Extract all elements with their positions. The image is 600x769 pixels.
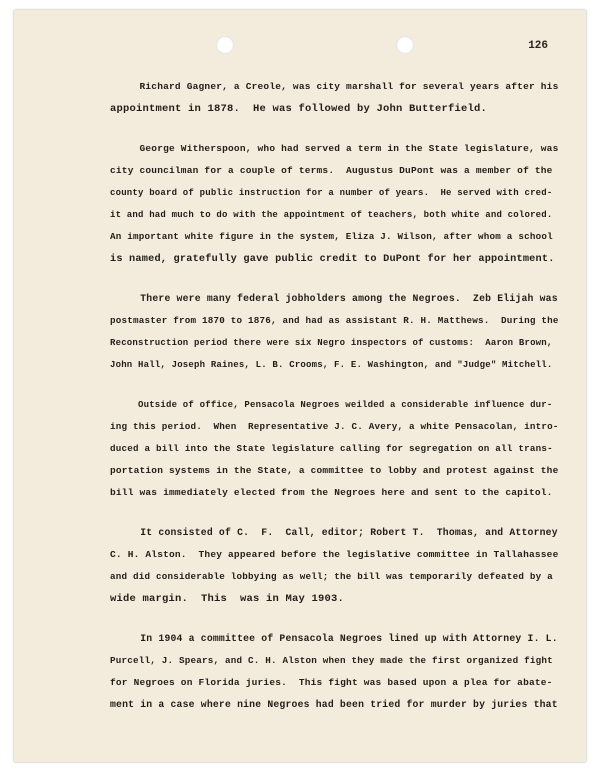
text-line: John Hall, Joseph Raines, L. B. Crooms, F. E. Washington, and "Judge" Mitchell. <box>110 360 553 370</box>
text-line: portation systems in the State, a committee to lobby and protest against the <box>110 465 559 476</box>
paragraph <box>110 628 562 716</box>
text-line: wide margin. This was in May 1903. <box>110 593 345 605</box>
paragraph <box>110 288 562 376</box>
text-line: ing this period. When Representative J. C. Avery, a white Pensacolan, intro- <box>110 421 559 432</box>
text-line: for Negroes on Florida juries. This fight was based upon a plea for abate- <box>110 677 553 688</box>
text-line: duced a bill into the State legislature calling for segregation on all trans- <box>110 443 553 454</box>
text-line: Outside of office, Pensacola Negroes weilded a considerable influence dur- <box>110 400 553 410</box>
text-line: There were many federal jobholders among the Negroes. Zeb Elijah was <box>110 293 558 304</box>
page-body <box>110 76 562 734</box>
text-line: city councilman for a couple of terms. Augustus DuPont was a member of the <box>110 165 553 176</box>
text-line: appointment in 1878. He was followed by John Butterfield. <box>110 103 488 115</box>
text-line: bill was immediately elected from the Negroes here and sent to the capitol. <box>110 487 553 498</box>
text-line: Purcell, J. Spears, and C. H. Alston when they made the first organized fight <box>110 655 553 666</box>
punch-hole-left <box>216 36 234 54</box>
paragraph <box>110 76 562 120</box>
text-line: it and had much to do with the appointment of teachers, both white and colored. <box>110 210 553 220</box>
text-line: Richard Gagner, a Creole, was city marshall for several years after his <box>110 81 559 92</box>
punch-hole-right <box>396 36 414 54</box>
text-line: ment in a case where nine Negroes had been tried for murder by juries that <box>110 699 558 710</box>
text-line: George Witherspoon, who had served a term in the State legislature, was <box>110 143 559 154</box>
paragraph <box>110 394 562 504</box>
text-line: and did considerable lobbying as well; the bill was temporarily defeated by a <box>110 571 553 582</box>
text-line: An important white figure in the system, Eliza J. Wilson, after whom a school <box>110 231 553 242</box>
text-line: county board of public instruction for a number of years. He served with cred- <box>110 188 553 198</box>
paragraph <box>110 138 562 270</box>
text-line: In 1904 a committee of Pensacola Negroes lined up with Attorney I. L. <box>110 633 558 644</box>
text-line: C. H. Alston. They appeared before the legislative committee in Tallahassee <box>110 549 559 560</box>
page-number: 126 <box>528 40 548 52</box>
text-line: It consisted of C. F. Call, editor; Robert T. Thomas, and Attorney <box>110 527 558 538</box>
paragraph <box>110 522 562 610</box>
text-line: Reconstruction period there were six Negro inspectors of customs: Aaron Brown, <box>110 338 553 348</box>
text-line: is named, gratefully gave public credit to DuPont for her appointment. <box>110 253 555 265</box>
typewritten-page <box>14 10 586 762</box>
text-line: postmaster from 1870 to 1876, and had as assistant R. H. Matthews. During the <box>110 315 559 326</box>
